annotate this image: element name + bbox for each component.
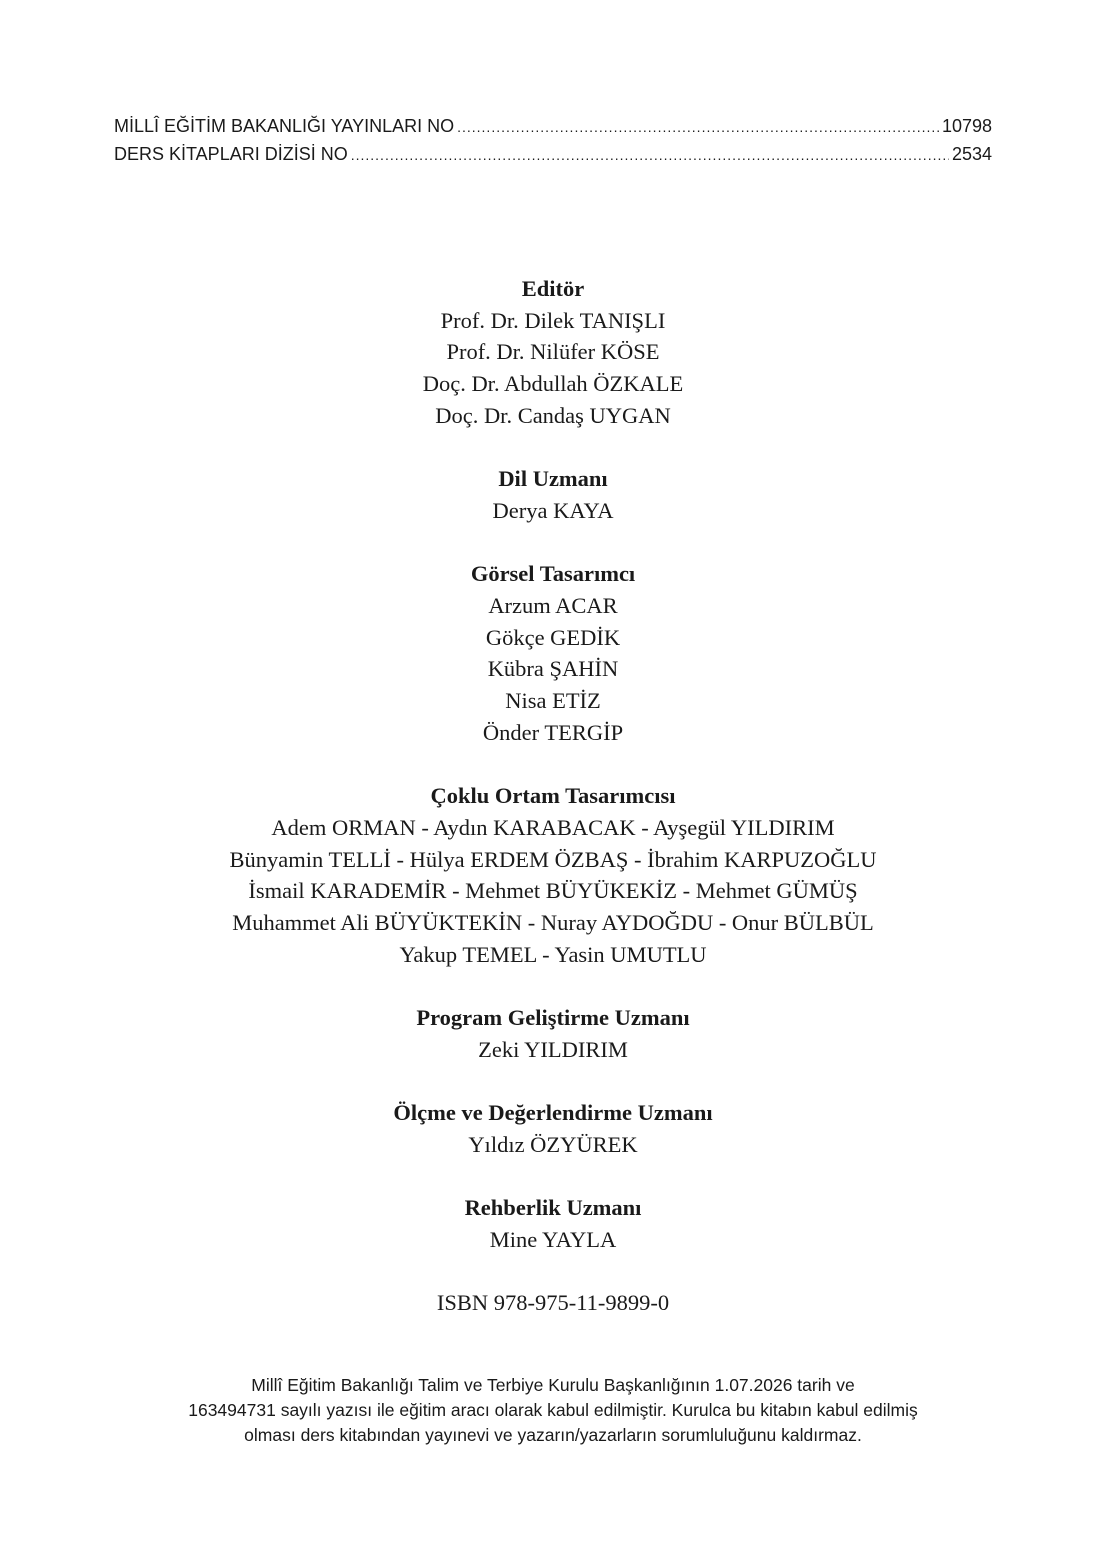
credit-heading: Rehberlik Uzmanı xyxy=(464,1195,642,1221)
credit-name: Önder TERGİP xyxy=(482,719,624,745)
credit-name: Kübra ŞAHİN xyxy=(487,656,619,682)
credit-name: Gökçe GEDİK xyxy=(485,624,621,650)
credit-section-visual-designer xyxy=(0,558,1106,748)
credit-name: Muhammet Ali BÜYÜKTEKİN - Nuray AYDOĞDU - Onur BÜLBÜL xyxy=(232,910,874,936)
credit-name: Adem ORMAN - Aydın KARABACAK - Ayşegül YILDIRIM xyxy=(271,814,835,840)
credit-name: Mine YAYLA xyxy=(489,1227,617,1252)
credit-name: İsmail KARADEMİR - Mehmet BÜYÜKEKİZ - Mehmet GÜMÜŞ xyxy=(248,878,858,904)
credit-name: Yakup TEMEL - Yasin UMUTLU xyxy=(399,941,707,967)
credit-name: Nisa ETİZ xyxy=(505,688,601,714)
credit-name: Derya KAYA xyxy=(492,497,614,523)
credit-heading: Editör xyxy=(521,276,585,301)
credit-name: Arzum ACAR xyxy=(488,593,618,618)
approval-notice xyxy=(0,1373,1106,1448)
credit-heading: Görsel Tasarımcı xyxy=(470,561,636,587)
series-label: DERS KİTAPLARI DİZİSİ NO xyxy=(114,144,348,164)
credit-section-multimedia-designer xyxy=(0,780,1106,970)
credits xyxy=(0,273,1106,1319)
dot-leader xyxy=(457,113,939,141)
credit-name: Prof. Dr. Nilüfer KÖSE xyxy=(446,339,660,365)
series-number: 2534 xyxy=(951,144,992,164)
credit-section-guidance xyxy=(0,1192,1106,1255)
series-info xyxy=(114,112,992,168)
credit-heading: Program Geliştirme Uzmanı xyxy=(416,1005,690,1031)
credit-heading: Dil Uzmanı xyxy=(498,466,608,492)
credit-section-language-expert xyxy=(0,463,1106,526)
series-number: 10798 xyxy=(941,116,992,136)
approval-line: 163494731 sayılı yazısı ile eğitim aracı olarak kabul edilmiştir. Kurulca bu kitabın kabul edilmiş xyxy=(188,1400,918,1420)
credit-heading: Çoklu Ortam Tasarımcısı xyxy=(430,783,676,809)
credit-name: Doç. Dr. Candaş UYGAN xyxy=(435,402,671,428)
credit-name: Bünyamin TELLİ - Hülya ERDEM ÖZBAŞ - İbrahim KARPUZOĞLU xyxy=(229,846,877,872)
credit-name: Yıldız ÖZYÜREK xyxy=(468,1131,638,1157)
series-row-publications xyxy=(114,112,992,140)
credit-name: Prof. Dr. Dilek TANIŞLI xyxy=(440,307,666,333)
series-label: MİLLÎ EĞİTİM BAKANLIĞI YAYINLARI NO xyxy=(114,116,455,136)
credit-section-editor xyxy=(0,273,1106,432)
approval-line: olması ders kitabından yayınevi ve yazarın/yazarların sorumluluğunu kaldırmaz. xyxy=(244,1425,862,1445)
credit-heading: Ölçme ve Değerlendirme Uzmanı xyxy=(393,1100,713,1126)
credit-section-program-development xyxy=(0,1002,1106,1065)
credit-section-assessment xyxy=(0,1097,1106,1160)
credit-name: Doç. Dr. Abdullah ÖZKALE xyxy=(422,371,684,397)
credit-name: Zeki YILDIRIM xyxy=(478,1036,628,1062)
series-row-textbooks xyxy=(114,140,992,168)
isbn-number: ISBN 978-975-11-9899-0 xyxy=(436,1290,670,1316)
approval-line: Millî Eğitim Bakanlığı Talim ve Terbiye Kurulu Başkanlığının 1.07.2026 tarih ve xyxy=(251,1375,855,1395)
dot-leader xyxy=(351,141,949,169)
